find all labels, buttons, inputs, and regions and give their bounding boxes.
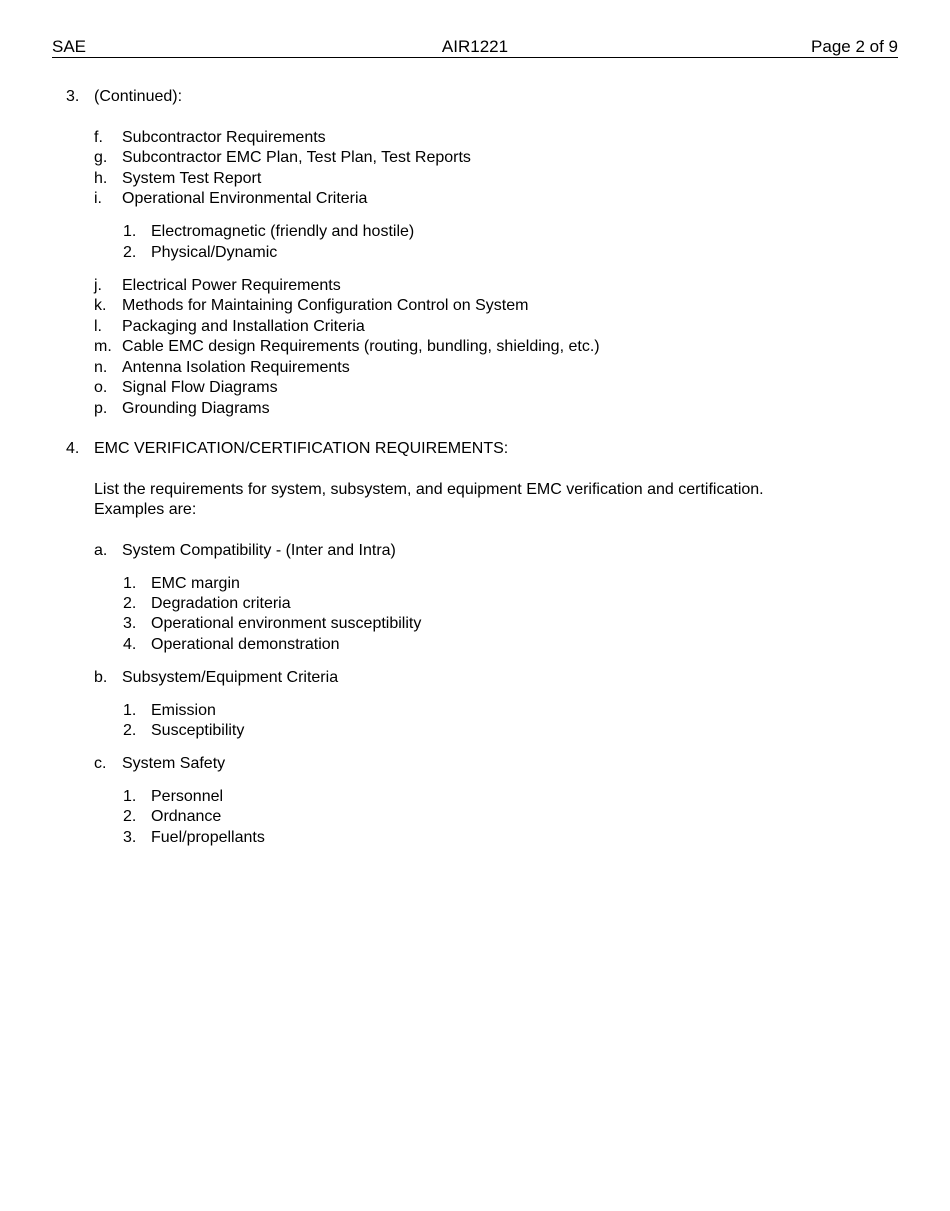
list-item: j. Electrical Power Requirements: [94, 277, 341, 294]
list-item: n. Antenna Isolation Requirements: [94, 359, 350, 376]
list-item: h. System Test Report: [94, 170, 262, 187]
section-heading: 3. (Continued):: [66, 88, 183, 105]
sub-list-item: 2. Ordnance: [123, 808, 222, 825]
sub-list-item: 2. Degradation criteria: [123, 595, 291, 612]
list-item: i. Operational Environmental Criteria: [94, 190, 368, 207]
sub-list-item: 1. Emission: [123, 702, 216, 719]
sub-list-item: 3. Fuel/propellants: [123, 829, 265, 846]
list-item: b. Subsystem/Equipment Criteria: [94, 669, 339, 686]
list-item: f. Subcontractor Requirements: [94, 129, 326, 146]
sub-list-item: 2. Susceptibility: [123, 722, 245, 739]
list-item: c. System Safety: [94, 755, 226, 772]
section-heading: 4. EMC VERIFICATION/CERTIFICATION REQUIREMENTS:: [66, 440, 509, 457]
list-item: a. System Compatibility - (Inter and Intra): [94, 542, 396, 559]
list-item: o. Signal Flow Diagrams: [94, 379, 278, 396]
sub-list-item: 1. Electromagnetic (friendly and hostile): [123, 223, 415, 240]
list-item: m. Cable EMC design Requirements (routing, bundling, shielding, etc.): [94, 338, 600, 355]
sub-list-item: 3. Operational environment susceptibility: [123, 615, 422, 632]
list-item: g. Subcontractor EMC Plan, Test Plan, Test Reports: [94, 149, 471, 166]
sub-list-item: 2. Physical/Dynamic: [123, 244, 278, 261]
page-header: [52, 37, 898, 58]
list-item: l. Packaging and Installation Criteria: [94, 318, 365, 335]
paragraph-line: Examples are:: [94, 501, 197, 518]
organization-name: SAE: [52, 37, 87, 56]
sub-list-item: 1. EMC margin: [123, 575, 240, 592]
page-number: Page 2 of 9: [811, 37, 898, 56]
document-number: AIR1221: [441, 37, 509, 56]
paragraph-line: List the requirements for system, subsystem, and equipment EMC verification and certification.: [94, 481, 764, 498]
sub-list-item: 1. Personnel: [123, 788, 224, 805]
list-item: p. Grounding Diagrams: [94, 400, 270, 417]
sub-list-item: 4. Operational demonstration: [123, 636, 340, 653]
list-item: k. Methods for Maintaining Configuration Control on System: [94, 297, 529, 314]
